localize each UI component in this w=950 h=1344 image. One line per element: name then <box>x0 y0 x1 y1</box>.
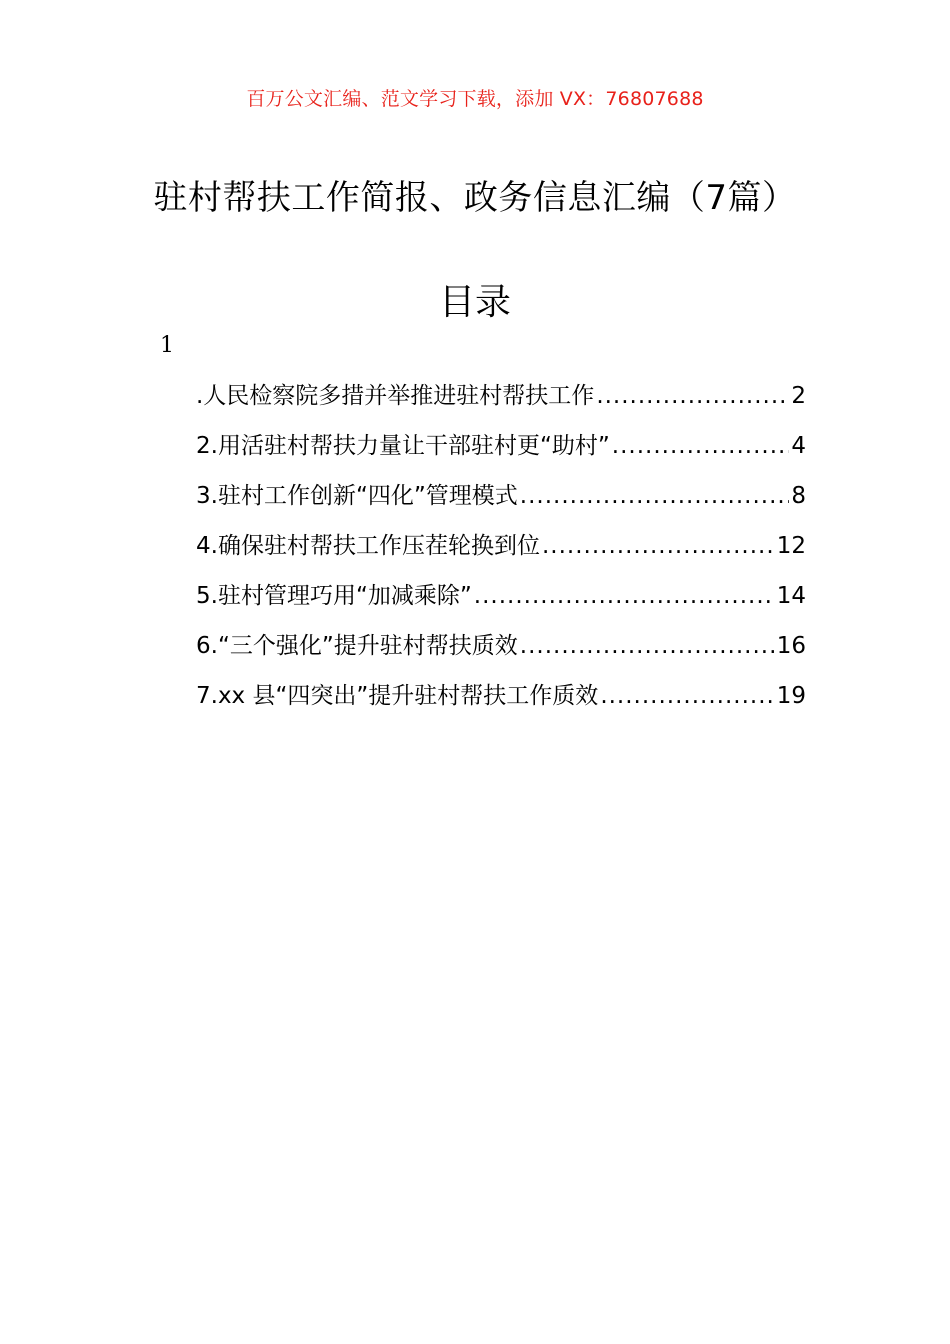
dot-leader <box>596 383 789 409</box>
toc-entry-title: .人民检察院多措并举推进驻村帮扶工作 <box>196 383 595 409</box>
stray-list-number: 1 <box>160 333 174 358</box>
dot-leader <box>520 483 790 509</box>
table-of-contents <box>196 377 806 727</box>
toc-entry-page: 16 <box>776 633 806 659</box>
toc-entry-page: 14 <box>776 583 806 609</box>
toc-entry-title: 3.驻村工作创新“四化”管理模式 <box>196 483 518 509</box>
toc-entry-title: 4.确保驻村帮扶工作压茬轮换到位 <box>196 533 540 559</box>
toc-entry-page: 8 <box>791 483 806 509</box>
toc-entry-page: 19 <box>776 683 806 709</box>
toc-entry[interactable] <box>196 527 806 577</box>
dot-leader <box>474 583 775 609</box>
header-watermark-note: 百万公文汇编、范文学习下载，添加 VX：76807688 <box>246 88 704 110</box>
toc-entry-title: 6.“三个强化”提升驻村帮扶质效 <box>196 633 518 659</box>
dot-leader <box>612 433 790 459</box>
toc-entry[interactable] <box>196 627 806 677</box>
toc-entry-page: 4 <box>791 433 806 459</box>
toc-entry[interactable] <box>196 427 806 477</box>
toc-entry[interactable] <box>196 677 806 727</box>
toc-entry[interactable] <box>196 477 806 527</box>
toc-entry-page: 2 <box>791 383 806 409</box>
toc-entry-title: 7.xx 县“四突出”提升驻村帮扶工作质效 <box>196 683 599 709</box>
dot-leader <box>542 533 775 559</box>
toc-entry[interactable] <box>196 577 806 627</box>
dot-leader <box>600 683 774 709</box>
toc-entry[interactable] <box>196 377 806 427</box>
toc-entry-title: 2.用活驻村帮扶力量让干部驻村更“助村” <box>196 433 610 459</box>
toc-heading: 目录 <box>438 282 511 323</box>
dot-leader <box>520 633 775 659</box>
document-title: 驻村帮扶工作简报、政务信息汇编（7篇） <box>153 178 797 218</box>
toc-entry-page: 12 <box>776 533 806 559</box>
toc-entry-title: 5.驻村管理巧用“加减乘除” <box>196 583 472 609</box>
